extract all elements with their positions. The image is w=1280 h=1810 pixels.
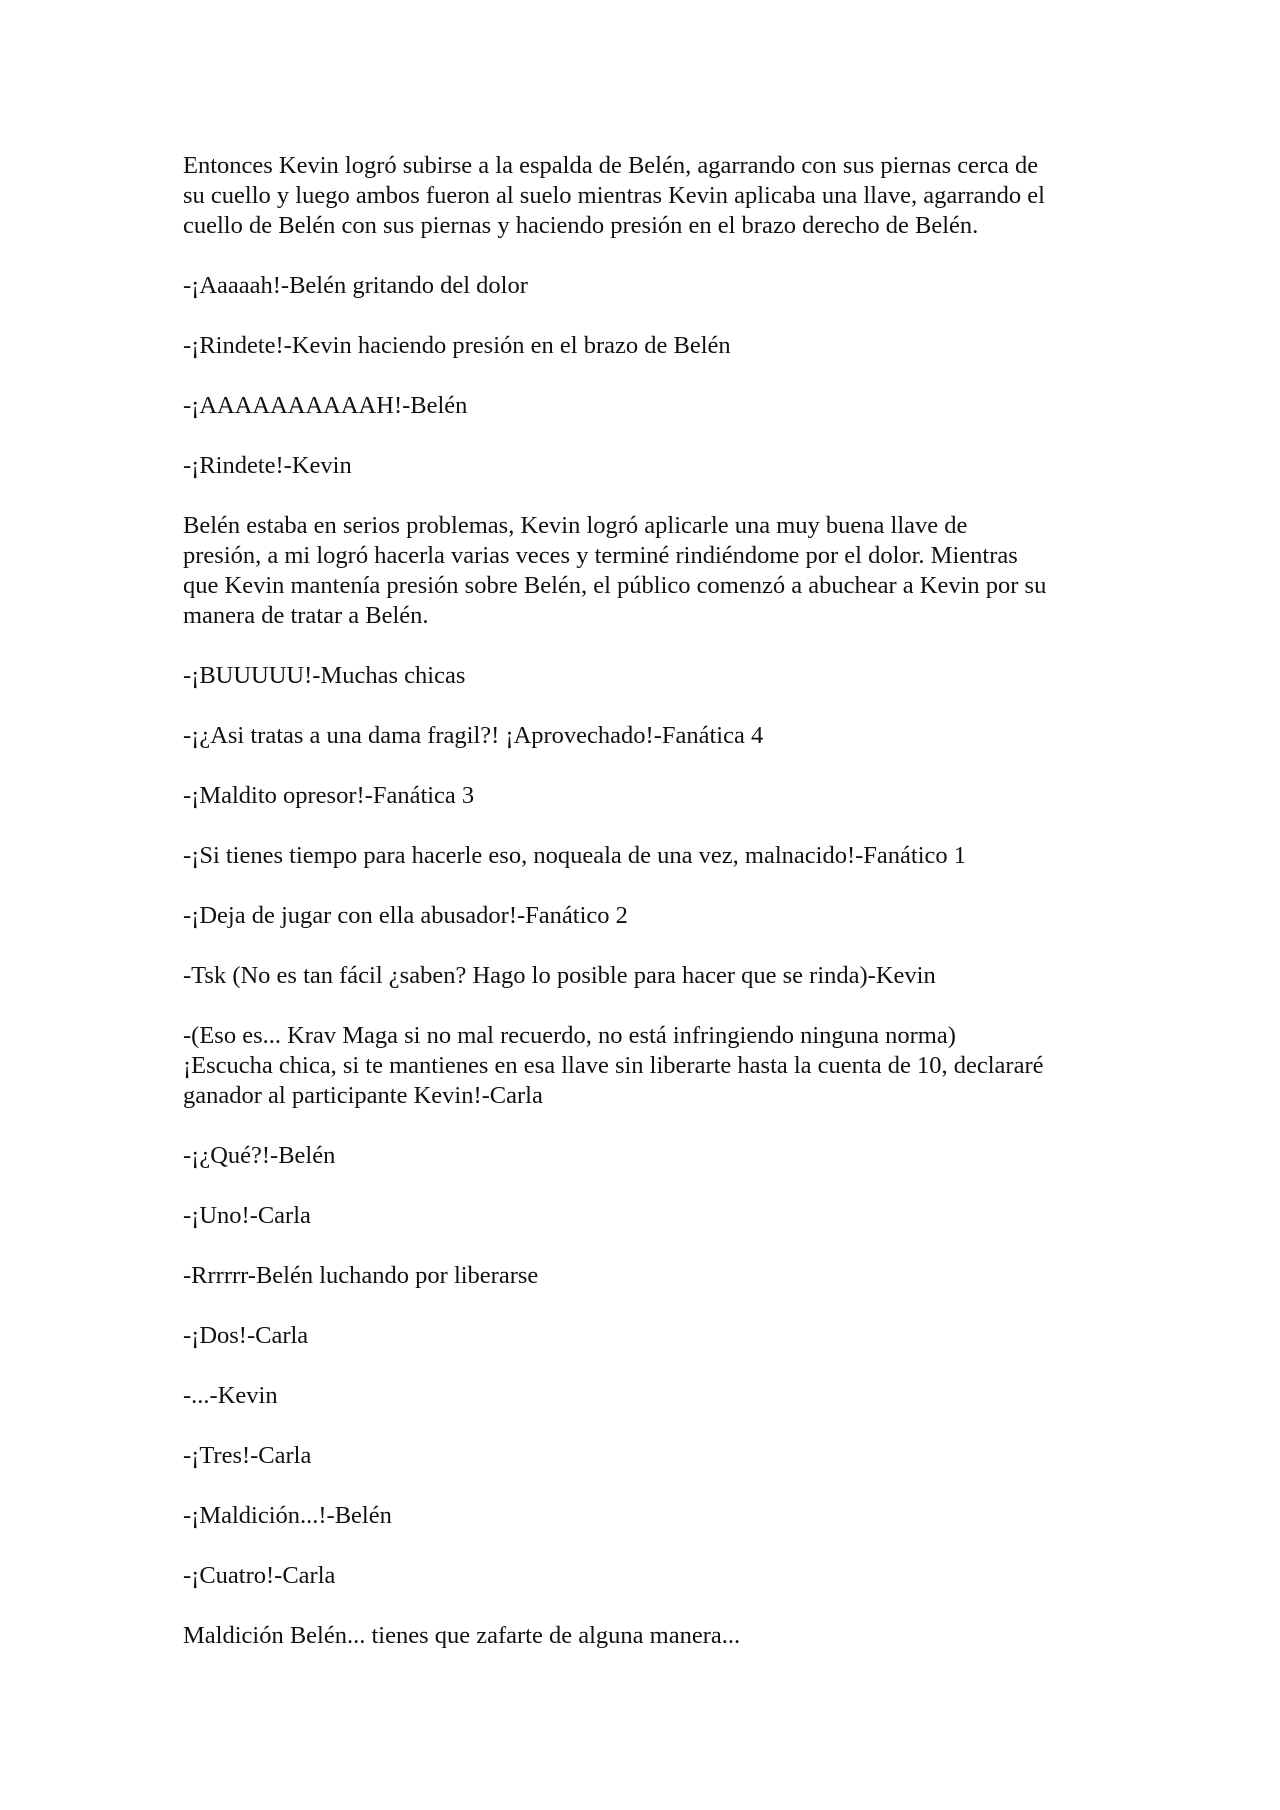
paragraph: [183, 1561, 1113, 1591]
paragraph: [183, 841, 1113, 871]
text-line: que Kevin mantenía presión sobre Belén, el público comenzó a abuchear a Kevin por su: [183, 572, 1047, 599]
paragraph: [183, 1201, 1113, 1231]
text-line: -¡Dos!-Carla: [183, 1322, 309, 1349]
paragraph: [183, 1021, 1113, 1111]
text-line: Maldición Belén... tienes que zafarte de alguna manera...: [183, 1622, 741, 1649]
paragraph: [183, 151, 1113, 241]
text-line: -¡AAAAAAAAAAH!-Belén: [183, 392, 468, 419]
paragraph: [183, 1501, 1113, 1531]
text-line: -...-Kevin: [183, 1382, 278, 1409]
paragraph: [183, 511, 1113, 631]
text-line: -¡BUUUUU!-Muchas chicas: [183, 662, 466, 689]
text-line: -Rrrrrr-Belén luchando por liberarse: [183, 1262, 539, 1289]
text-line: ¡Escucha chica, si te mantienes en esa llave sin liberarte hasta la cuenta de 10, declararé: [183, 1052, 1044, 1079]
text-line: -¡Deja de jugar con ella abusador!-Fanático 2: [183, 902, 628, 929]
paragraph: [183, 1621, 1113, 1651]
text-line: -¡¿Asi tratas a una dama fragil?! ¡Aprovechado!-Fanática 4: [183, 722, 764, 749]
text-line: -¡Maldición...!-Belén: [183, 1502, 392, 1529]
paragraph: [183, 391, 1113, 421]
text-line: -¡Aaaaah!-Belén gritando del dolor: [183, 272, 528, 299]
paragraph: [183, 901, 1113, 931]
text-line: Belén estaba en serios problemas, Kevin logró aplicarle una muy buena llave de: [183, 512, 968, 539]
text-line: -¡Tres!-Carla: [183, 1442, 312, 1469]
text-line: -¡Uno!-Carla: [183, 1202, 311, 1229]
paragraph: [183, 331, 1113, 361]
text-line: -¡Rindete!-Kevin haciendo presión en el brazo de Belén: [183, 332, 731, 359]
paragraph: [183, 1381, 1113, 1411]
text-line: -¡Cuatro!-Carla: [183, 1562, 336, 1589]
text-line: -¡Rindete!-Kevin: [183, 452, 352, 479]
paragraph: [183, 1261, 1113, 1291]
paragraph: [183, 271, 1113, 301]
paragraph: [183, 781, 1113, 811]
text-line: cuello de Belén con sus piernas y haciendo presión en el brazo derecho de Belén.: [183, 212, 979, 239]
paragraph: [183, 961, 1113, 991]
document-body: [183, 151, 1113, 1681]
paragraph: [183, 661, 1113, 691]
text-line: -¡Maldito opresor!-Fanática 3: [183, 782, 475, 809]
paragraph: [183, 1441, 1113, 1471]
paragraph: [183, 451, 1113, 481]
text-line: presión, a mi logró hacerla varias veces y terminé rindiéndome por el dolor. Mientras: [183, 542, 1018, 569]
text-line: su cuello y luego ambos fueron al suelo mientras Kevin aplicaba una llave, agarrando el: [183, 182, 1045, 209]
text-line: ganador al participante Kevin!-Carla: [183, 1082, 543, 1109]
paragraph: [183, 721, 1113, 751]
text-line: -¡Si tienes tiempo para hacerle eso, noqueala de una vez, malnacido!-Fanático 1: [183, 842, 966, 869]
text-line: Entonces Kevin logró subirse a la espalda de Belén, agarrando con sus piernas cerca de: [183, 152, 1039, 179]
paragraph: [183, 1321, 1113, 1351]
text-line: manera de tratar a Belén.: [183, 602, 429, 629]
text-line: -¡¿Qué?!-Belén: [183, 1142, 336, 1169]
text-line: -(Eso es... Krav Maga si no mal recuerdo, no está infringiendo ninguna norma): [183, 1022, 956, 1049]
paragraph: [183, 1141, 1113, 1171]
text-line: -Tsk (No es tan fácil ¿saben? Hago lo posible para hacer que se rinda)-Kevin: [183, 962, 936, 989]
